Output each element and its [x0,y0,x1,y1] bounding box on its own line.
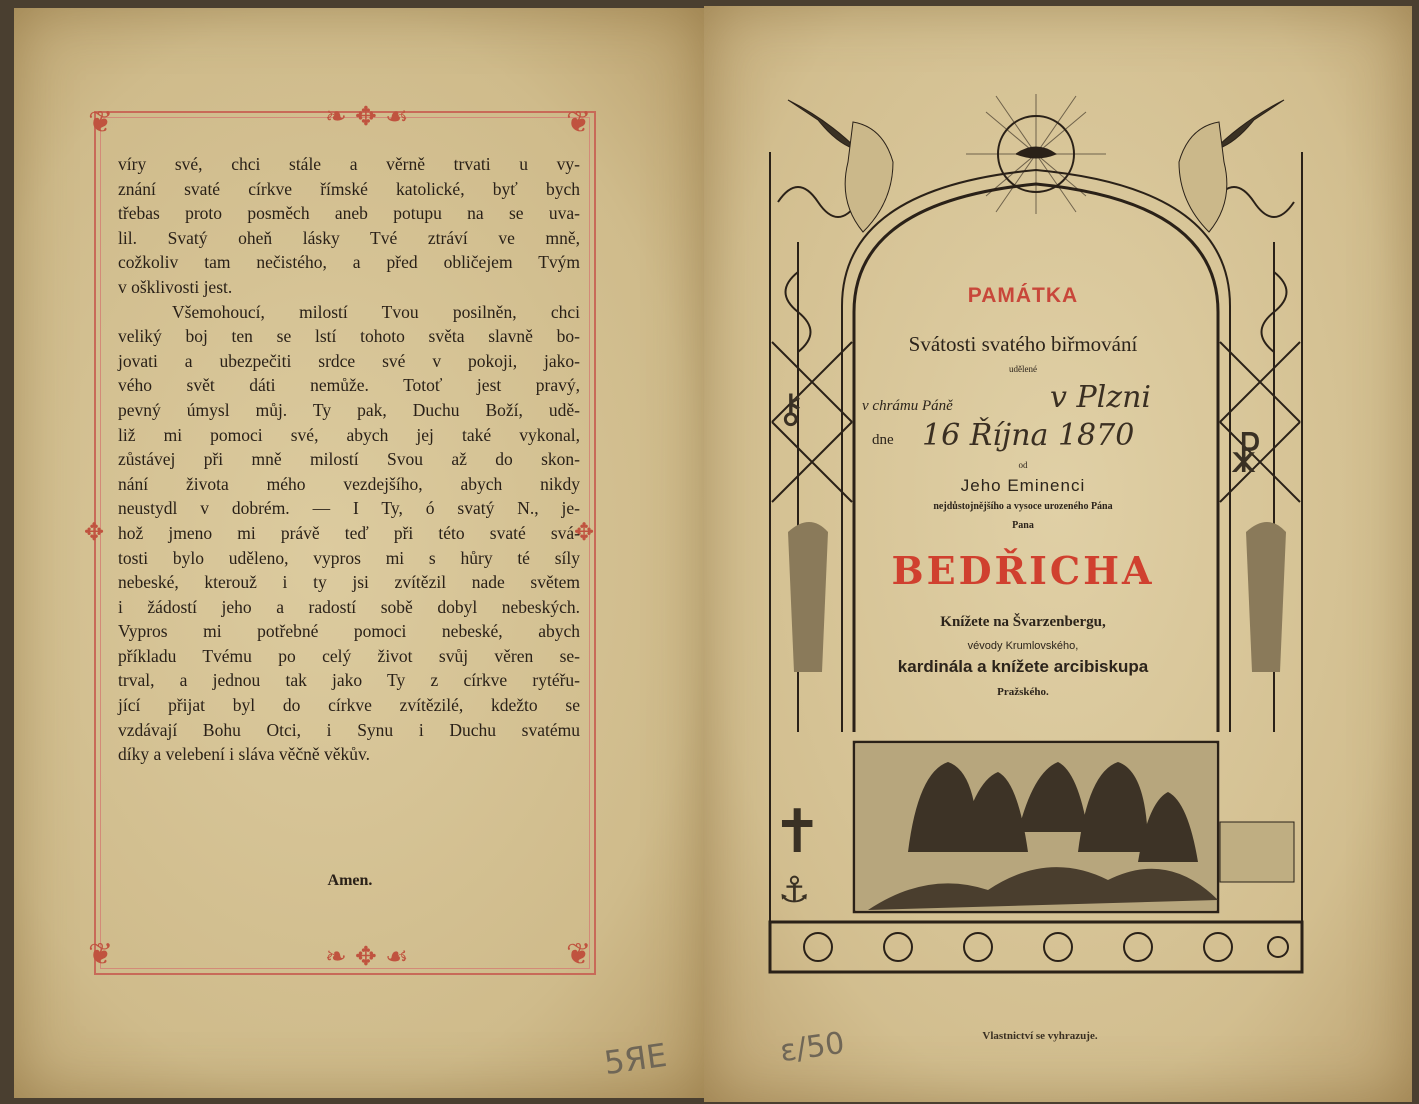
prayer-line: víry své, chci stále a věrně trvati u vy- [118,154,580,174]
certificate-title-block [854,280,1192,710]
prayer-line: příkladu Tvému po celý život svůj věren se- [118,645,580,666]
prayer-line: zůstávej při mně milostí Svou až do skon- [118,449,580,470]
prayer-text [118,152,580,767]
prayer-line: i žádostí jeho a radostí sobě dobyl nebeských. [118,596,580,617]
jeho-eminenci-text: Jeho Eminenci [960,476,1086,495]
prayer-line: trval, a jednou tak jako Ty z církve rytéřu- [118,670,580,691]
prayer-line: pevný úmysl můj. Ty pak, Duchu Boží, udě- [118,399,580,420]
amen-text: Amen. [327,872,373,889]
frame-bottom-ornament-icon: ❧ ✥ ☙ [325,942,409,972]
dne-text: dne [872,432,894,448]
bishop-name: BEDŘICHA [891,548,1155,593]
prayer-line: jovati a ubezpečiti srdce své v pokoji, jako- [118,350,580,371]
frame-corner-ornament-icon: ❦ [566,105,592,140]
prayer-line: cožkoliv tam nečistého, a před obličejem Tvým [118,252,580,273]
prayer-line: veliký boj ten se lstí tohoto světa slavně bo- [118,326,580,347]
prayer-line: tosti bylo uděleno, vypros mi s hůry té síly [118,547,580,568]
prayer-line: vého svět dáti nemůže. Totoť jest pravý, [118,375,580,396]
prayer-line: vzdávají Bohu Otci, i Synu i Duchu svatému [118,719,580,740]
pencil-note-left: 5ЯЕ [601,1035,670,1083]
frame-corner-ornament-icon: ❦ [88,937,114,972]
frame-top-ornament-icon: ❧ ✥ ☙ [325,102,409,132]
prayer-line: nebeské, kterouž i ty jsi zvítězil nade světem [118,572,580,593]
frame-side-ornament-icon: ✥ [84,518,105,546]
prayer-line: v ošklivosti jest. [118,276,233,297]
prayer-line: Všemohoucí, milostí Tvou posilněn, chci [172,301,580,322]
od-text: od [1018,460,1028,470]
pana-text: Pana [1012,520,1034,531]
vevody-text: vévody Krumlovského, [967,640,1079,652]
pamatka-heading: PAMÁTKA [967,284,1079,307]
copyright-footer: Vlastnictví se vyhrazuje. [982,1030,1098,1042]
prazskeho-text: Pražského. [997,686,1049,698]
handwritten-place: v Plzni [1050,380,1151,415]
frame-corner-ornament-icon: ❦ [566,937,592,972]
kardinala-text: kardinála a knížete arcibiskupa [897,657,1149,676]
frame-side-ornament-icon: ✥ [574,518,595,546]
udelene-text: udělené [1009,364,1037,374]
prayer-line: nání života mého vezdejšího, abych nikdy [118,473,580,494]
svg-text:✝: ✝ [772,797,823,867]
prayer-line: liž mi pomoci své, abych jej také vykonal, [118,424,580,445]
prayer-line: Vypros mi potřebné pomoci nebeské, abych [118,621,580,642]
prayer-line: znání svaté církve římské katolické, byť bych [118,178,580,199]
prayer-line: lil. Svatý oheň lásky Tvé ztráví ve mně, [118,227,580,248]
knizete-text: Knížete na Švarzenbergu, [940,614,1106,630]
prayer-line: díky a velebení i sláva věčně věkův. [118,744,371,765]
pencil-note-right: ε/50 [777,1025,847,1070]
frame-corner-ornament-icon: ❦ [88,105,114,140]
svg-text:⚓: ⚓ [778,870,811,911]
handwritten-date: 16 Října 1870 [922,418,1135,453]
prayer-line: třebas proto posměch aneb potupu na se uva- [118,203,580,224]
v-chramu-text: v chrámu Páně [862,398,953,414]
svg-text:⚷: ⚷ [776,386,806,432]
prayer-line: hož jmeno mi právě teď při této svaté svá- [118,522,580,543]
honorific-text: nejdůstojnějšího a vysoce urozeného Pána [933,501,1113,512]
svg-text:☧: ☧ [1228,432,1263,483]
sacrament-title: Svátosti svatého biřmování [908,332,1138,356]
prayer-line: neustydl v dobrém. — I Ty, ó svatý N., je- [118,498,580,519]
prayer-line: jící přijat byl do církve zvítězilé, kdežto se [118,695,580,716]
